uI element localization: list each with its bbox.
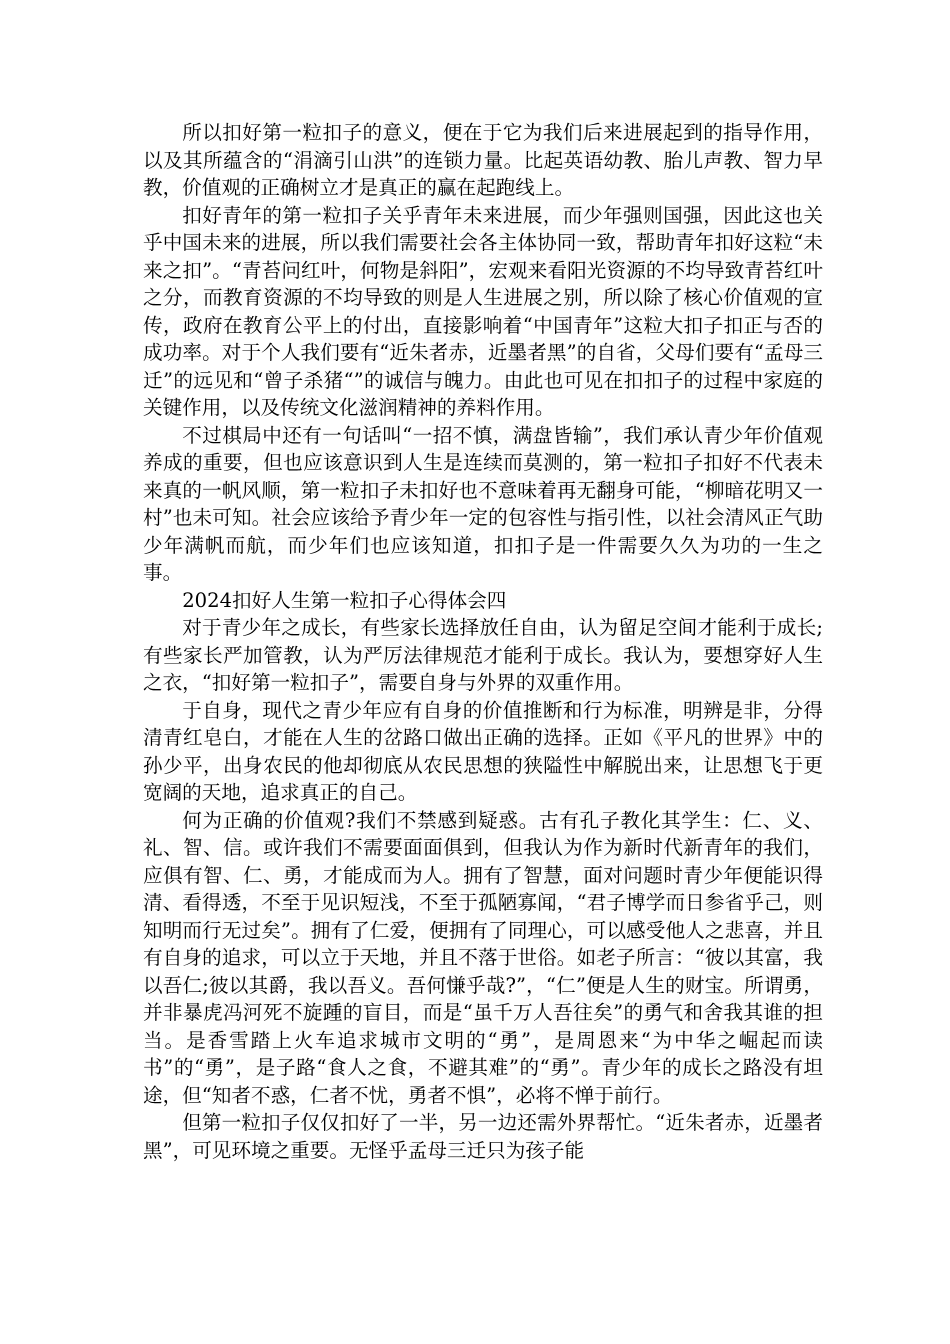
paragraph: 所以扣好第一粒扣子的意义，便在于它为我们后来进展起到的指导作用，以及其所蕴含的“涓滴引山洪”的连锁力量。比起英语幼教、胎儿声教、智力早教，价值观的正确树立才是真正的赢在起跑线上。 xyxy=(143,121,823,199)
paragraph: 扣好青年的第一粒扣子关乎青年未来进展，而少年强则国强，因此这也关乎中国未来的进展，所以我们需要社会各主体协同一致，帮助青年扣好这粒“未来之扣”。“青苔问红叶，何物是斜阳”，宏观来看阳光资源的不均导致青苔红叶之分，而教育资源的不均导致的则是人生进展之别，所以除了核心价值观的宣传，政府在教育公平上的付出，直接影响着“中国青年”这粒大扣子扣正与否的成功率。对于个人我们要有“近朱者赤，近墨者黑”的自省，父母们要有“孟母三迁”的远见和“曾子杀猪“”的诚信与魄力。由此也可见在扣扣子的过程中家庭的关键作用，以及传统文化滋润精神的养料作用。 xyxy=(143,203,823,419)
paragraph: 但第一粒扣子仅仅扣好了一半，另一边还需外界帮忙。“近朱者赤，近墨者黑”，可见环境之重要。无怪乎孟母三迁只为孩子能 xyxy=(143,1111,823,1162)
paragraph: 于自身，现代之青少年应有自身的价值推断和行为标准，明辨是非，分得清青红皂白，才能在人生的岔路口做出正确的选择。正如《平凡的世界》中的孙少平，出身农民的他却彻底从农民思想的狭隘性中解脱出来，让思想飞于更宽阔的天地，追求真正的自己。 xyxy=(143,698,823,804)
section-heading: 2024扣好人生第一粒扣子心得体会四 xyxy=(182,588,507,612)
document-body xyxy=(143,119,823,1164)
paragraph: 对于青少年之成长，有些家长选择放任自由，认为留足空间才能利于成长;有些家长严加管教，认为严厉法律规范才能利于成长。我认为，要想穿好人生之衣，“扣好第一粒扣子”，需要自身与外界的双重作用。 xyxy=(143,616,823,694)
paragraph: 不过棋局中还有一句话叫“一招不慎，满盘皆输”，我们承认青少年价值观养成的重要，但也应该意识到人生是连续而莫测的，第一粒扣子扣好不代表未来真的一帆风顺，第一粒扣子未扣好也不意味着再无翻身可能，“柳暗花明又一村”也未可知。社会应该给予青少年一定的包容性与指引性，以社会清风正气助少年满帆而航，而少年们也应该知道，扣扣子是一件需要久久为功的一生之事。 xyxy=(143,423,823,584)
paragraph: 何为正确的价值观?我们不禁感到疑惑。古有孔子教化其学生：仁、义、礼、智、信。或许我们不需要面面俱到，但我认为作为新时代新青年的我们，应俱有智、仁、勇，才能成而为人。拥有了智慧，面对问题时青少年便能识得清、看得透，不至于见识短浅，不至于孤陋寡闻，“君子博学而日参省乎己，则知明而行无过矣”。拥有了仁爱，便拥有了同理心，可以感受他人之悲喜，并且有自身的追求，可以立于天地，并且不落于世俗。如老子所言：“彼以其富，我以吾仁;彼以其爵，我以吾义。吾何慊乎哉?”，“仁”便是人生的财宝。所谓勇，并非暴虎冯河死不旋踵的盲目，而是“虽千万人吾往矣”的勇气和舍我其谁的担当。是香雪踏上火车追求城市文明的“勇”，是周恩来“为中华之崛起而读书”的“勇”，是子路“食人之食，不避其难”的“勇”。青少年的成长之路没有坦途，但“知者不惑，仁者不忧，勇者不惧”，必将不惮于前行。 xyxy=(143,808,823,1107)
